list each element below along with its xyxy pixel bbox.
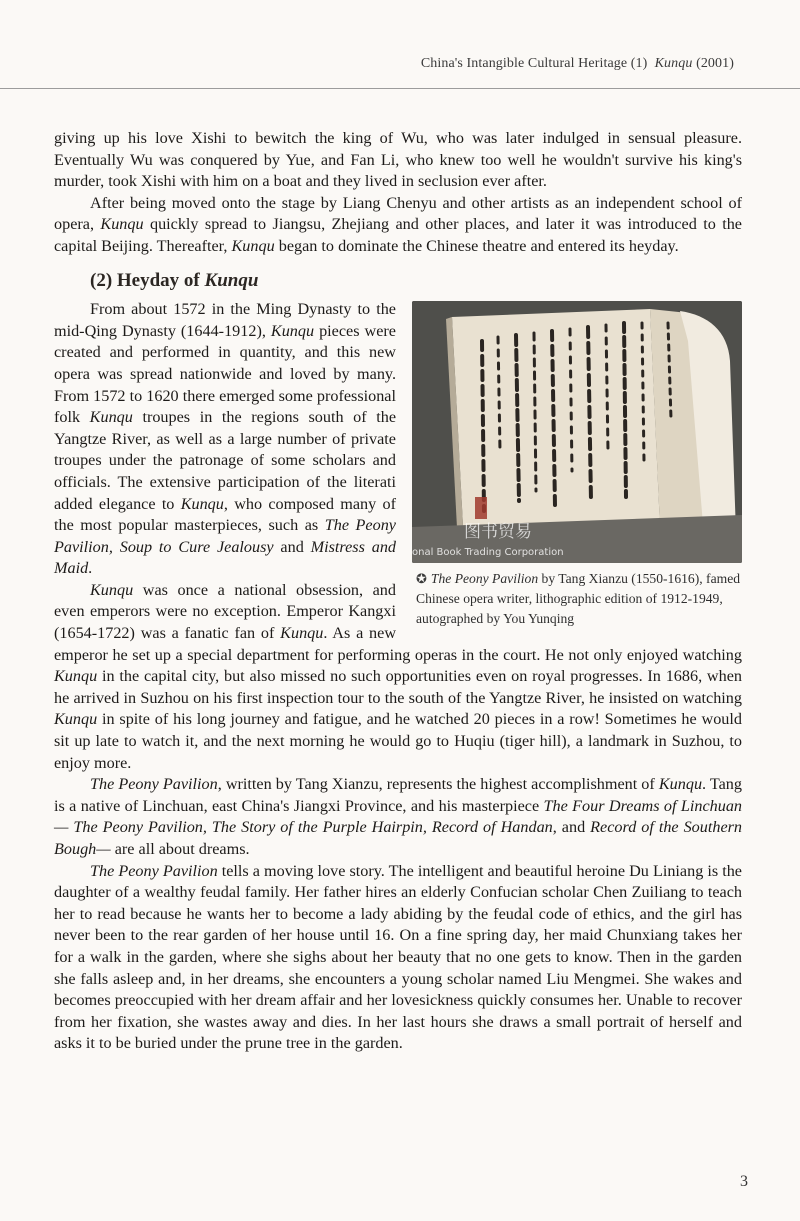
caption-title: The Peony Pavilion	[430, 571, 539, 587]
paragraph-2	[54, 193, 742, 258]
manuscript-photo	[412, 301, 742, 563]
figure-caption	[412, 569, 742, 629]
text-run: tells a moving love story. The intelligent and beautiful heroine Du Liniang is the daughter of a wealthy feudal family. Her father hires an elderly Confucian scholar Chen Zuiliang to teach her to read because he wants her to become a lady abiding by the feudal code of ethics, and the girl has never been to the rear garden of her house until 16. On a fine spring day, her maid Chunxiang takes her for a walk in the garden, where she sighs about her beauty that no one gets to know. Then in the garden she falls asleep and, in her dreams, she encounters a young scholar named Liu Mengmei. She wakes and becomes preoccupied with her dream affair and her lovesickness quickly consumes her. Unable to recover from her fixation, she wastes away and dies. In her last hours she draws a small portrait of herself and asks it to be buried under the prune tree in the garden.	[54, 861, 742, 1053]
text-run: From about 1572 in the Ming Dynasty to the mid-Qing Dynasty (1644-1912),	[54, 300, 396, 340]
section-title-prefix: (2) Heyday of	[90, 269, 205, 291]
header-rule	[0, 88, 800, 89]
caption-text: by Tang Xianzu (1550-1616), famed Chinese opera writer, lithographic edition of 1912-1949, autographed by You Yunqing	[416, 571, 741, 627]
watermark-en: onal Book Trading Corporation	[412, 547, 564, 559]
work-titles: The Four Dreams of Linchuan— The Peony Pavilion, The Story of the Purple Hairpin, Record of Handan	[54, 796, 743, 837]
text-run: . Tang is a native of Linchuan, east China's Jiangxi Province, and his masterpiece	[54, 775, 742, 815]
term-kunqu: Kunqu	[231, 236, 275, 255]
text-run: and	[273, 537, 311, 556]
page-body	[54, 128, 742, 1055]
manuscript-illustration	[412, 301, 742, 563]
term-kunqu: Kunqu	[54, 710, 98, 729]
running-head	[66, 56, 734, 72]
text-run: was once a national obsession, and even emperors were no exception. Emperor Kangxi (1654-1722) was a fanatic fan of	[54, 580, 396, 643]
work-title: Record of the Southern Bough—	[54, 818, 743, 858]
work-title: The Peony Pavilion	[90, 775, 218, 794]
text-run: , who composed many of the most popular masterpieces, such as	[54, 494, 396, 535]
text-run: . As a new emperor he set up a special department for performing operas in the court. He not only enjoyed watching	[54, 624, 742, 664]
text-run: in spite of his long journey and fatigue, and he watched 20 pieces in a row! Sometimes he would sit up late to watch it, and the next morning he would go to Huqiu (tiger hill), a landmark in Suzhou, to enjoy more.	[54, 710, 742, 772]
text-run: quickly spread to Jiangsu, Zhejiang and other places, and later it was introduced to the capital Beijing. Thereafter,	[54, 215, 742, 255]
work-title: Mistress and Maid	[54, 537, 397, 578]
term-kunqu: Kunqu	[280, 624, 324, 643]
circled-star-icon: ✪	[416, 571, 427, 587]
text-run: began to dominate the Chinese theatre and entered its heyday.	[274, 236, 679, 255]
text-run: pieces were created and performed in quantity, and this new opera was spread nationwide and loved by many. From 1572 to 1620 there emerged some professional folk	[54, 321, 396, 427]
running-head-year: (2001)	[696, 56, 734, 71]
term-kunqu: Kunqu	[100, 215, 144, 234]
paragraph-6	[54, 861, 742, 1055]
paragraph-5	[54, 774, 742, 860]
section-title-term: Kunqu	[204, 269, 259, 291]
page-number: 3	[740, 1173, 748, 1190]
term-kunqu: Kunqu	[658, 775, 703, 794]
work-title: The Peony Pavilion	[90, 861, 218, 880]
text-run: After being moved onto the stage by Liang Chenyu and other artists as an independent school of opera,	[54, 193, 742, 234]
paragraph-1: giving up his love Xishi to bewitch the king of Wu, who was later indulged in sensual pleasure. Eventually Wu was conquered by Yue, and Fan Li, who knew too well he wouldn't survive his king's murder, took Xishi with him on a boat and they lived in seclusion ever after.	[54, 129, 742, 191]
watermark-cn: 图书贸易	[464, 522, 532, 543]
text-run: in the capital city, but also missed no such opportunities even on royal progresses. In 1686, when he arrived in Suzhou on his first inspection tour to the south of the Yangtze River, he insisted on watching	[54, 667, 742, 707]
work-titles: The Peony Pavilion, Soup to Cure Jealousy	[54, 516, 396, 556]
term-kunqu: Kunqu	[54, 667, 98, 686]
running-head-title: Kunqu	[654, 56, 693, 71]
term-kunqu: Kunqu	[90, 580, 134, 599]
text-run: are all about dreams.	[110, 840, 250, 858]
term-kunqu: Kunqu	[89, 408, 133, 427]
term-kunqu: Kunqu	[270, 321, 315, 340]
section-title	[90, 270, 742, 292]
text-run: .	[88, 559, 93, 578]
text-run: , written by Tang Xianzu, represents the highest accomplishment of	[217, 775, 659, 794]
figure	[412, 301, 742, 629]
running-head-prefix: China's Intangible Cultural Heritage (1)	[420, 56, 648, 71]
text-run: , and	[552, 818, 591, 837]
text-run: troupes in the regions south of the Yangtze River, as well as a large number of private troupes under the patronage of some scholars and officials. The extensive participation of the literati added elegance to	[54, 408, 397, 513]
term-kunqu: Kunqu	[180, 494, 224, 513]
